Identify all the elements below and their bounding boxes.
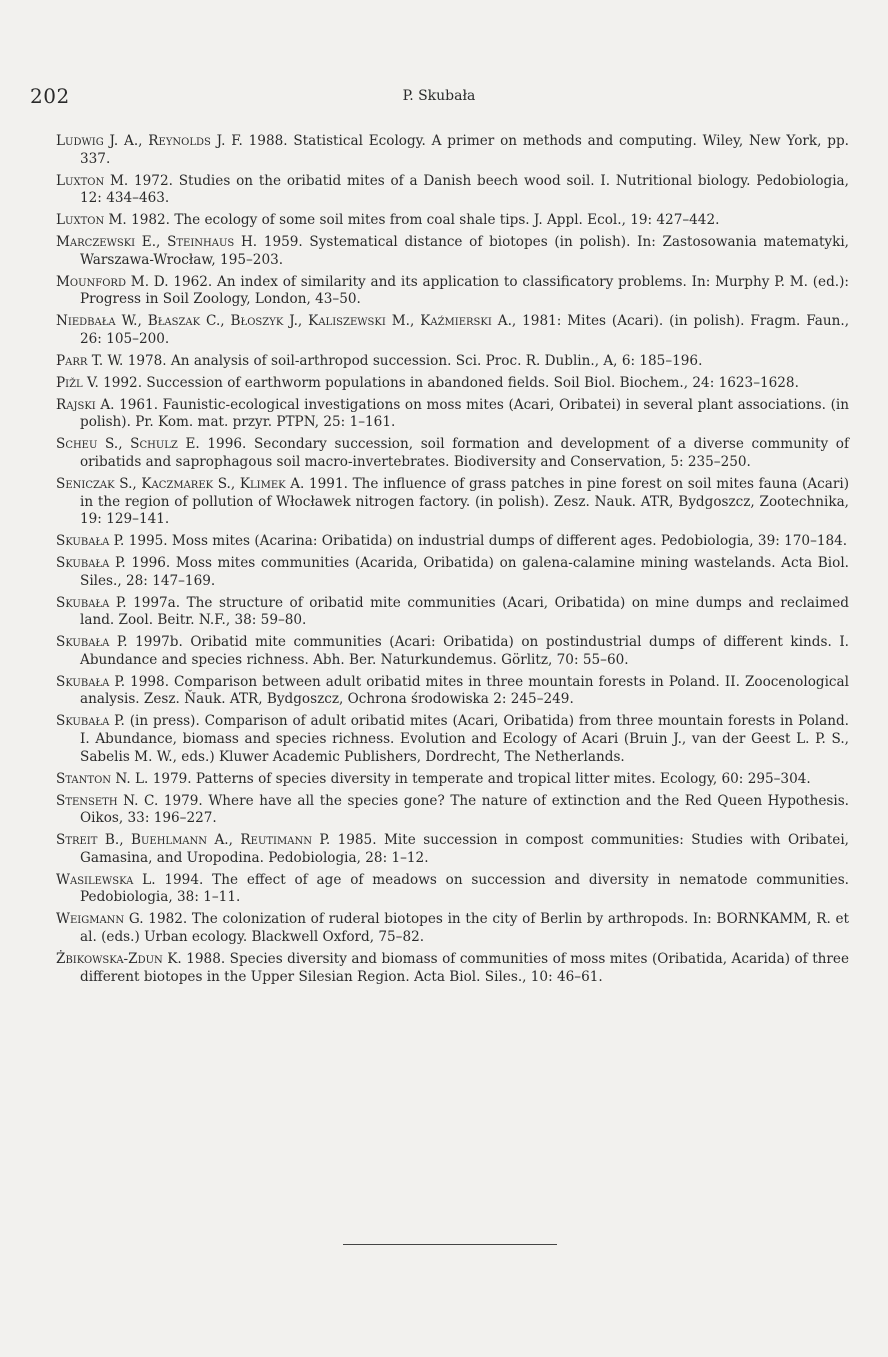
reference-text: 1985. Mite succession in compost communities: Studies with Oribatei, Gamasina, and Uropodina. Pedobiologia, 28: 1–12. xyxy=(80,832,849,866)
reference-entry xyxy=(56,634,849,669)
reference-authors: Luxton M. xyxy=(56,172,129,189)
reference-entry xyxy=(56,713,849,766)
reference-authors: Weigmann G. xyxy=(56,911,144,928)
reference-authors: Scheu S., Schulz E. xyxy=(56,436,200,453)
reference-entry xyxy=(56,397,849,432)
reference-entry xyxy=(56,212,849,230)
reference-text: 1998. Comparison between adult oribatid mites in three mountain forests in Poland. II. Zoocenological analysis. Zesz. Ňauk. ATR, Bydgoszcz, Ochrona środowiska 2: 245–249. xyxy=(80,673,849,708)
reference-text: , 1981: Mites (Acari). (in polish). Fragm. Faun., 26: 105–200. xyxy=(80,313,850,347)
reference-entry xyxy=(56,595,849,630)
reference-authors: Mounford M. D. xyxy=(56,273,169,290)
reference-text: 1978. An analysis of soil-arthropod succession. Sci. Proc. R. Dublin., A, 6: 185–196. xyxy=(123,352,703,369)
reference-authors: Żbikowska-Zdun K. xyxy=(56,950,182,967)
reference-text: 1982. The ecology of some soil mites from coal shale tips. J. Appl. Ecol., 19: 427–442. xyxy=(126,212,720,229)
reference-text: 1997a. The structure of oribatid mite communities (Acari, Oribatida) on mine dumps and reclaimed land. Zool. Beitr. N.F., 38: 59–80. xyxy=(80,594,850,629)
reference-text: 1996. Moss mites communities (Acarida, Oribatida) on galena-calamine mining wastelands. Acta Biol. Siles., 28: 147–169. xyxy=(80,555,849,589)
reference-entry xyxy=(56,555,849,590)
reference-authors: Skubała P. xyxy=(56,713,125,730)
reference-entry xyxy=(56,173,849,208)
reference-authors: Skubała P. xyxy=(56,673,126,690)
reference-entry xyxy=(56,353,849,371)
reference-entry xyxy=(56,911,849,946)
reference-authors: Seniczak S., Kaczmarek S., Klimek A. xyxy=(56,476,305,492)
reference-entry xyxy=(56,771,849,789)
reference-text: 1988. Species diversity and biomass of communities of moss mites (Oribatida, Acarida) of three different biotopes in the Upper Silesian Region. Acta Biol. Siles., 10: 46–61. xyxy=(80,950,849,985)
reference-authors: Skubała P. xyxy=(56,555,126,572)
reference-entry xyxy=(56,133,849,168)
reference-entry xyxy=(56,274,849,309)
reference-text: (in press). Comparison of adult oribatid mites (Acari, Oribatida) from three mountain forests in Poland. I. Abundance, biomass and species richness. Evolution and Ecology of Acari (Bruin J., van der Geest L. P. S., Sabelis M. W., eds.) Kluwer Academic Publishers, Dordrecht, The Netherlands. xyxy=(80,713,849,765)
reference-text: 1959. Systematical distance of biotopes (in polish). In: Zastosowania matematyki, Warszawa-Wrocław, 195–203. xyxy=(80,234,850,268)
reference-text: 1979. Where have all the species gone? The nature of extinction and the Red Queen Hypothesis. Oikos, 33: 196–227. xyxy=(80,792,849,827)
reference-authors: Skubała P. xyxy=(56,594,127,611)
reference-text: 1991. The influence of grass patches in pine forest on soil mites fauna (Acari) in the region of pollution of Włocławek nitrogen factory. (in polish). Zesz. Nauk. ATR, Bydgoszcz, Zootechnika, 19: 129–141. xyxy=(80,476,849,528)
reference-authors: Pižl V. xyxy=(56,374,99,391)
reference-authors: Ludwig J. A., Reynolds J. F. xyxy=(56,133,243,149)
reference-authors: Wasilewska L. xyxy=(56,871,156,888)
end-divider xyxy=(343,1244,557,1245)
reference-text: 1997b. Oribatid mite communities (Acari: Oribatida) on postindustrial dumps of different kinds. I. Abundance and species richness. Abh. Ber. Naturkundemus. Görlitz, 70: 55–60. xyxy=(80,634,850,668)
reference-authors: Stenseth N. C. xyxy=(56,792,159,809)
reference-authors: Rajski A. xyxy=(56,396,115,413)
reference-authors: Niedbała W., Błaszak C., Błoszyk J., Kaliszewski M., Kaźmierski A. xyxy=(56,313,512,330)
reference-entry xyxy=(56,375,849,393)
reference-text: 1972. Studies on the oribatid mites of a Danish beech wood soil. I. Nutritional biology. Pedobiologia, 12: 434–463. xyxy=(80,172,849,207)
reference-text: 1992. Succession of earthworm populations in abandoned fields. Soil Biol. Biochem., 24: 1623–1628. xyxy=(98,374,799,391)
reference-authors: Luxton M. xyxy=(56,212,127,229)
reference-entry xyxy=(56,951,849,986)
reference-entry xyxy=(56,313,849,348)
reference-authors: Parr T. W. xyxy=(56,352,124,369)
reference-text: 1979. Patterns of species diversity in temperate and tropical litter mites. Ecology, 60: 295–304. xyxy=(148,770,811,787)
reference-entry xyxy=(56,793,849,828)
reference-text: 1994. The effect of age of meadows on succession and diversity in nematode communities. Pedobiologia, 38: 1–11. xyxy=(80,871,849,906)
reference-entry xyxy=(56,234,849,269)
reference-authors: Stanton N. L. xyxy=(56,770,149,787)
page-header xyxy=(30,84,848,112)
reference-text: 1995. Moss mites (Acarina: Oribatida) on industrial dumps of different ages. Pedobiologia, 39: 170–184. xyxy=(124,533,848,550)
reference-list xyxy=(56,133,849,991)
page-number: 202 xyxy=(30,84,70,108)
reference-text: 1982. The colonization of ruderal biotopes in the city of Berlin by arthropods. In: BORNKAMM, R. et al. (eds.) Urban ecology. Blackwell Oxford, 75–82. xyxy=(80,911,849,945)
reference-entry xyxy=(56,476,849,529)
reference-text: 1961. Faunistic-ecological investigations on moss mites (Acari, Oribatei) in several plant associations. (in polish). Pr. Kom. mat. przyr. PTPN, 25: 1–161. xyxy=(80,396,849,431)
reference-entry xyxy=(56,674,849,709)
reference-text: 1988. Statistical Ecology. A primer on methods and computing. Wiley, New York, pp. 337. xyxy=(80,133,849,167)
reference-authors: Marczewski E., Steinhaus H. xyxy=(56,234,258,251)
reference-entry xyxy=(56,832,849,867)
running-head: P. Skubała xyxy=(402,88,476,104)
reference-entry xyxy=(56,436,849,471)
reference-authors: Skubała P. xyxy=(56,634,128,651)
reference-text: 1962. An index of similarity and its application to classificatory problems. In: Murphy P. M. (ed.): Progress in Soil Zoology, London, 43–50. xyxy=(80,273,849,308)
reference-entry xyxy=(56,533,849,551)
reference-entry xyxy=(56,872,849,907)
reference-authors: Skubała P. xyxy=(56,533,125,550)
reference-authors: Streit B., Buehlmann A., Reutimann P. xyxy=(56,832,331,849)
reference-text: 1996. Secondary succession, soil formation and development of a diverse community of oribatids and saprophagous soil macro-invertebrates. Biodiversity and Conservation, 5: 235–250. xyxy=(80,436,849,471)
